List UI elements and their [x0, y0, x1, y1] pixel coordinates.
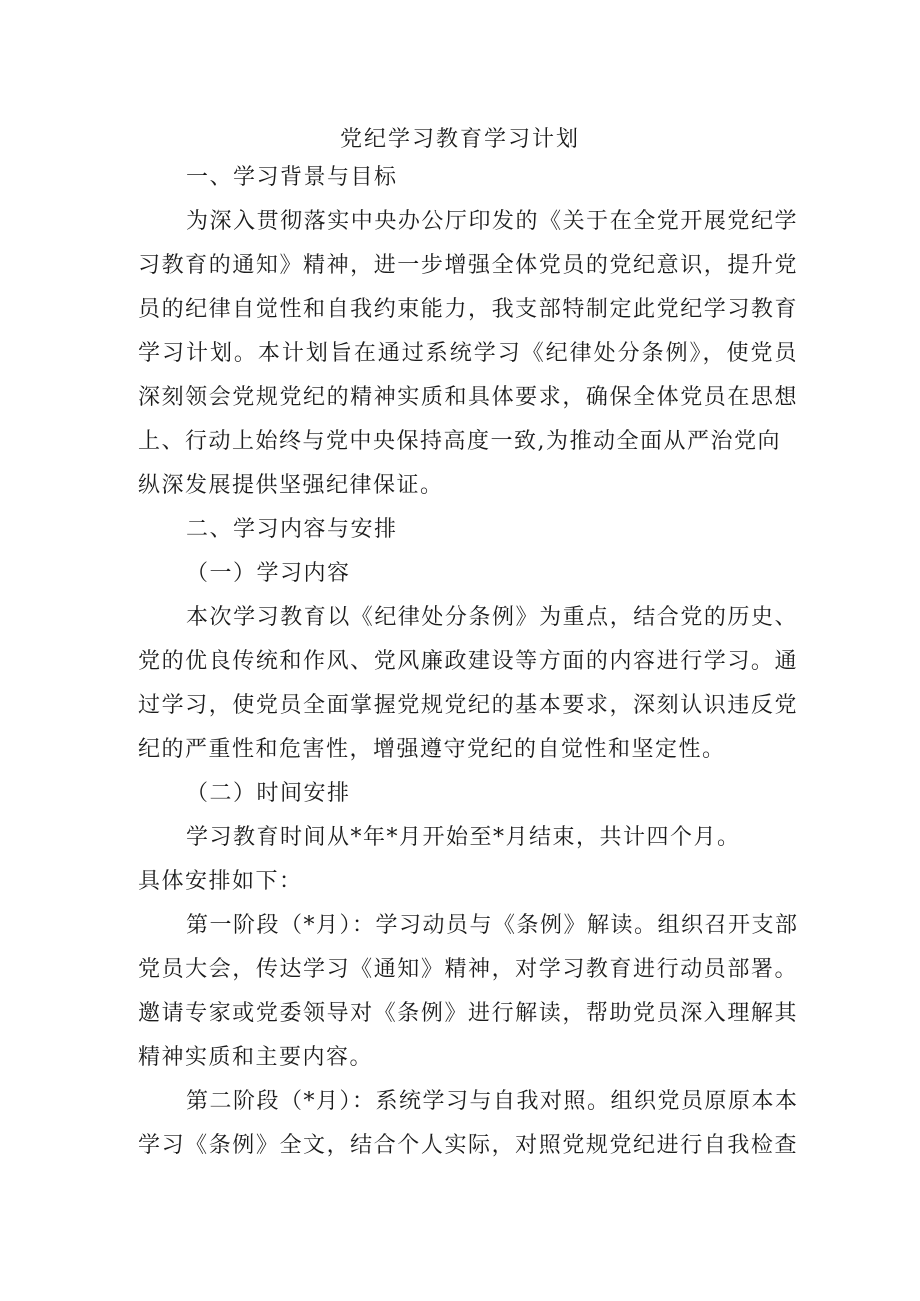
subsection-heading-1: （一）学习内容: [186, 561, 351, 586]
paragraph-line: 邀请专家或党委领导对《条例》进行解读，帮助党员深入理解其: [138, 1001, 798, 1026]
document-title: 党纪学习教育学习计划: [339, 127, 580, 152]
paragraph-line: 具体安排如下：: [138, 869, 303, 894]
paragraph-line: 学习计划。本计划旨在通过系统学习《纪律处分条例》，使党员: [138, 341, 798, 366]
paragraph-line: 第二阶段（*月）：系统学习与自我对照。组织党员原原本本: [186, 1089, 799, 1114]
paragraph-line: 纪的严重性和危害性，增强遵守党纪的自觉性和坚定性。: [138, 737, 726, 762]
paragraph-line: 本次学习教育以《纪律处分条例》为重点，结合党的历史、: [186, 605, 798, 630]
paragraph-line: 第一阶段（*月）：学习动员与《条例》解读。组织召开支部: [186, 913, 799, 938]
paragraph-line: 员的纪律自觉性和自我约束能力，我支部特制定此党纪学习教育: [138, 297, 798, 322]
section-heading-2: 二、学习内容与安排: [186, 517, 398, 542]
paragraph-line: 习教育的通知》精神，进一步增强全体党员的党纪意识，提升党: [138, 253, 798, 278]
paragraph-line: 党员大会，传达学习《通知》精神，对学习教育进行动员部署。: [138, 957, 798, 982]
paragraph-line: 深刻领会党规党纪的精神实质和具体要求，确保全体党员在思想: [138, 385, 798, 410]
section-heading-1: 一、学习背景与目标: [186, 165, 398, 190]
paragraph-line: 学习教育时间从*年*月开始至*月结束，共计四个月。: [186, 825, 741, 850]
subsection-heading-2: （二）时间安排: [186, 781, 351, 806]
paragraph-line: 党的优良传统和作风、党风廉政建设等方面的内容进行学习。通: [138, 649, 798, 674]
paragraph-line: 过学习，使党员全面掌握党规党纪的基本要求，深刻认识违反党: [138, 693, 798, 718]
paragraph-line: 上、行动上始终与党中央保持高度一致,为推动全面从严治党向: [138, 429, 781, 454]
paragraph-line: 精神实质和主要内容。: [138, 1045, 374, 1070]
paragraph-line: 学习《条例》全文，结合个人实际，对照党规党纪进行自我检查: [138, 1133, 798, 1158]
paragraph-line: 为深入贯彻落实中央办公厅印发的《关于在全党开展党纪学: [186, 209, 798, 234]
paragraph-line: 纵深发展提供坚强纪律保证。: [138, 473, 444, 498]
